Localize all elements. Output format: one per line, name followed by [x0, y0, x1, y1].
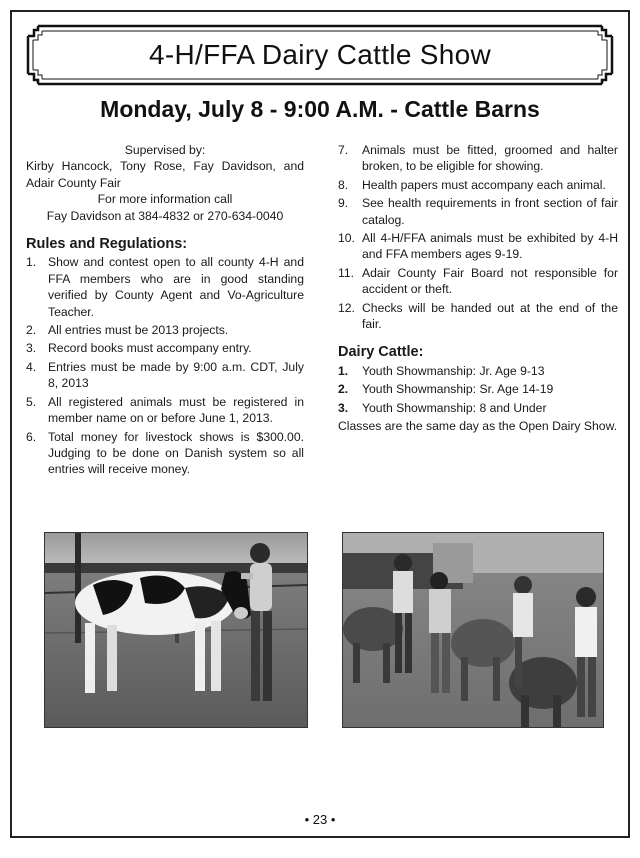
rule-text: All registered animals must be registered in member name on or before June 1, 2013. — [48, 394, 304, 426]
rule-item — [338, 265, 618, 298]
rule-number: 2. — [26, 323, 37, 338]
rules-heading: Rules and Regulations: — [26, 236, 188, 253]
rule-text: Record books must accompany entry. — [48, 341, 252, 356]
rule-text: Checks will be handed out at the end of the fair. — [362, 300, 618, 332]
rule-number: 3. — [26, 341, 37, 356]
rule-number: 1. — [26, 255, 37, 270]
rule-number: 12. — [338, 300, 355, 315]
class-item — [338, 381, 618, 397]
rule-item — [26, 359, 304, 392]
supervisors-text: Kirby Hancock, Tony Rose, Fay Davidson, and Adair County Fair — [26, 159, 304, 190]
rule-number: 7. — [338, 143, 349, 157]
rule-item — [26, 322, 304, 338]
classes-note: Classes are the same day as the Open Dairy Show. — [338, 419, 618, 434]
rule-text: All 4-H/FFA animals must be exhibited by 4-H and FFA members ages 9-19. — [362, 231, 618, 262]
right-column — [338, 142, 618, 435]
rules-list-right — [338, 142, 618, 332]
page-title: 4-H/FFA Dairy Cattle Show — [148, 39, 492, 70]
rule-item — [338, 177, 618, 193]
contact-text: Fay Davidson at 384-4832 or 270-634-0040 — [46, 208, 284, 223]
rule-item — [338, 195, 618, 228]
photo-jersey-showmanship — [342, 532, 604, 728]
rule-text: Show and contest open to all county 4-H and FFA members who are in good standing verified by County Agent and Vo-Agriculture Teacher. — [48, 255, 304, 319]
rule-number: 10. — [338, 231, 355, 246]
rule-number: 9. — [338, 196, 349, 211]
dairy-cattle-heading: Dairy Cattle: — [338, 344, 424, 361]
dairy-class-list — [338, 363, 618, 416]
supervised-label: Supervised by: — [124, 143, 206, 157]
page-number: • 23 • — [304, 812, 336, 827]
class-text: Youth Showmanship: Sr. Age 14-19 — [362, 382, 554, 397]
rule-text: Health papers must accompany each animal. — [362, 177, 606, 192]
rule-item — [338, 230, 618, 263]
rule-number: 4. — [26, 359, 37, 374]
class-item — [338, 400, 618, 416]
info-label: For more information call — [97, 192, 233, 207]
rules-list-left — [26, 254, 304, 477]
rule-number: 8. — [338, 177, 349, 192]
rule-item — [26, 429, 304, 478]
rule-text: See health requirements in front section of fair catalog. — [362, 196, 618, 227]
rule-item — [26, 254, 304, 320]
rule-item — [26, 394, 304, 427]
class-number: 2. — [338, 382, 349, 397]
rule-number: 6. — [26, 429, 37, 444]
title-banner — [24, 22, 616, 88]
photo-holstein-cow — [44, 532, 308, 728]
rule-number: 5. — [26, 394, 37, 409]
left-column — [26, 142, 304, 480]
class-number: 3. — [338, 400, 349, 415]
rule-text: Adair County Fair Board not responsible for accident or theft. — [362, 265, 618, 297]
rule-text: Total money for livestock shows is $300.00. Judging to be done on Danish system so all entries will receive money. — [48, 429, 304, 477]
rule-item — [338, 300, 618, 333]
rule-number: 11. — [338, 265, 355, 280]
rule-text: All entries must be 2013 projects. — [48, 323, 229, 338]
class-text: Youth Showmanship: Jr. Age 9-13 — [362, 363, 545, 378]
rule-text: Entries must be made by 9:00 a.m. CDT, July 8, 2013 — [48, 359, 304, 391]
class-text: Youth Showmanship: 8 and Under — [362, 400, 547, 415]
class-number: 1. — [338, 363, 349, 378]
rule-text: Animals must be fitted, groomed and halter broken, to be eligible for showing. — [362, 143, 618, 174]
event-subtitle: Monday, July 8 - 9:00 A.M. - Cattle Barns — [100, 96, 540, 122]
class-item — [338, 363, 618, 379]
rule-item — [338, 142, 618, 175]
rule-item — [26, 340, 304, 356]
